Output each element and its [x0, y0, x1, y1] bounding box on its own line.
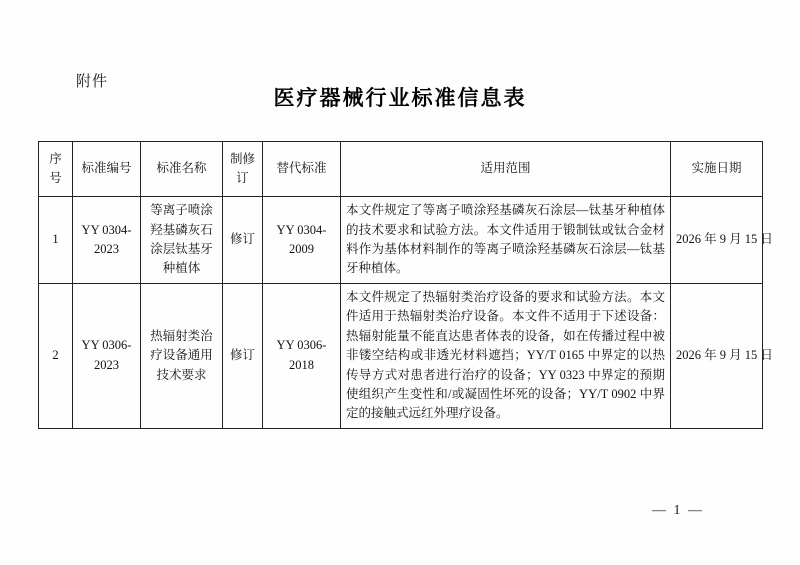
page-title: 医疗器械行业标准信息表: [273, 86, 527, 110]
cell-code: YY 0304-2023: [73, 197, 141, 284]
cell-date: 2026 年 9 月 15 日: [671, 284, 763, 429]
column-header-scope: 适用范围: [341, 142, 671, 197]
table-row: [39, 197, 763, 284]
cell-revise: 修订: [223, 284, 263, 429]
column-header-revise: 制修订: [223, 142, 263, 197]
table-row: [39, 284, 763, 429]
column-header-name: 标准名称: [141, 142, 223, 197]
cell-replace: YY 0304-2009: [263, 197, 341, 284]
cell-seq: 1: [39, 197, 73, 284]
column-header-date: 实施日期: [671, 142, 763, 197]
cell-name: 等离子喷涂羟基磷灰石涂层钛基牙种植体: [141, 197, 223, 284]
attachment-label: 附件: [76, 74, 109, 90]
cell-date: 2026 年 9 月 15 日: [671, 197, 763, 284]
cell-replace: YY 0306-2018: [263, 284, 341, 429]
cell-name: 热辐射类治疗设备通用技术要求: [141, 284, 223, 429]
cell-scope: 本文件规定了等离子喷涂羟基磷灰石涂层—钛基牙种植体的技术要求和试验方法。本文件适用于锻制钛或钛合金材料作为基体材料制作的等离子喷涂羟基磷灰石涂层—钛基牙种植体。: [341, 197, 671, 284]
cell-code: YY 0306-2023: [73, 284, 141, 429]
standards-info-table: [38, 141, 773, 429]
column-header-code: 标准编号: [73, 142, 141, 197]
column-header-replace: 替代标准: [263, 142, 341, 197]
cell-scope: 本文件规定了热辐射类治疗设备的要求和试验方法。本文件适用于热辐射类治疗设备。本文件不适用于下述设备：热辐射能量不能直达患者体表的设备，如在传播过程中被非镂空结构或非透光材料遮挡；YY/T 0165 中界定的以热传导方式对患者进行治疗的设备；YY 0323 中界定的预期使组织产生变性和/或凝固性坏死的设备；YY/T 0902 中界定的接触式远红外理疗设备。: [341, 284, 671, 429]
table-header-row: [39, 142, 763, 197]
page-number: — 1 —: [652, 503, 704, 518]
cell-revise: 修订: [223, 197, 263, 284]
column-header-seq: 序号: [39, 142, 73, 197]
cell-seq: 2: [39, 284, 73, 429]
